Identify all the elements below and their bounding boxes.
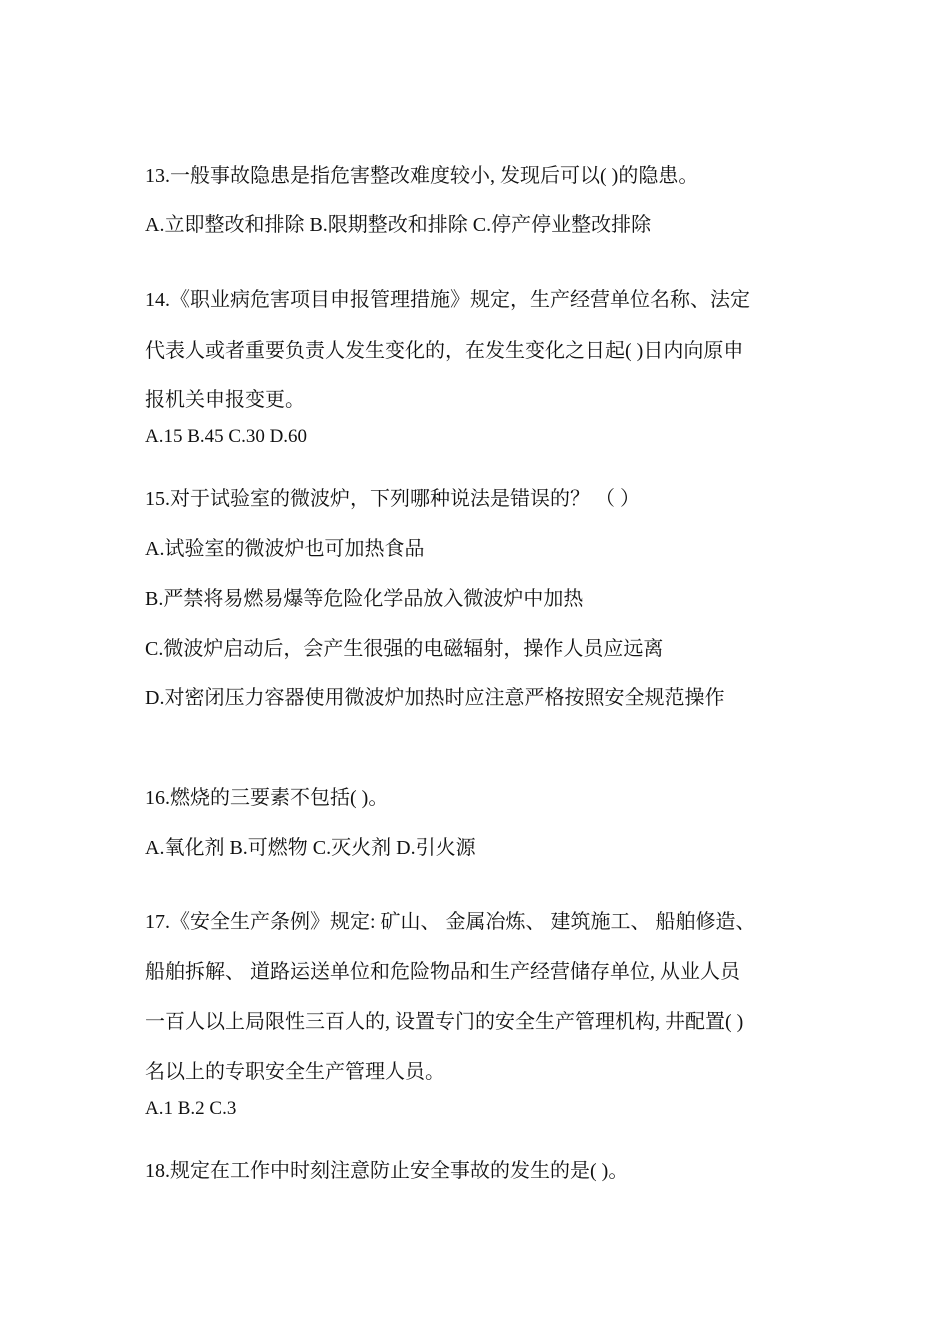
question-17-text-line-3: 一百人以上局限性三百人的, 设置专门的安全生产管理机构, 井配置( ) [145,1011,744,1033]
question-17-options: A.1 B.2 C.3 [145,1098,237,1119]
question-13-text: 13.一般事故隐患是指危害整改难度较小, 发现后可以( )的隐患。 [145,165,699,187]
question-17-text-line-1: 17.《安全生产条例》规定: 矿山、 金属冶炼、 建筑施工、 船舶修造、 [145,911,756,933]
question-15-option-d: D.对密闭压力容器使用微波炉加热时应注意严格按照安全规范操作 [145,687,725,709]
question-17-text-line-2: 船舶拆解、 道路运送单位和危险物品和生产经营储存单位, 从业人员 [145,961,740,983]
question-15-option-b: B.严禁将易燃易爆等危险化学品放入微波炉中加热 [145,588,584,610]
question-17-text-line-4: 名以上的专职安全生产管理人员。 [145,1061,445,1083]
question-14-text-line-1: 14.《职业病危害项目申报管理措施》规定，生产经营单位名称、法定 [145,289,750,311]
question-15-option-a: A.试验室的微波炉也可加热食品 [145,538,425,560]
question-16-text: 16.燃烧的三要素不包括( )。 [145,787,389,809]
question-14-text-line-3: 报机关申报变更。 [145,389,305,411]
question-15-option-c: C.微波炉启动后，会产生很强的电磁辐射，操作人员应远离 [145,638,664,660]
question-18-text: 18.规定在工作中时刻注意防止安全事故的发生的是( )。 [145,1160,629,1182]
question-13-options: A.立即整改和排除 B.限期整改和排除 C.停产停业整改排除 [145,214,652,236]
question-15-text: 15.对于试验室的微波炉，下列哪种说法是错误的？ （ ） [145,488,640,510]
question-16-options: A.氧化剂 B.可燃物 C.灭火剂 D.引火源 [145,837,476,859]
question-14-text-line-2: 代表人或者重要负责人发生变化的，在发生变化之日起( )日内向原申 [145,340,744,362]
question-14-options: A.15 B.45 C.30 D.60 [145,426,308,447]
